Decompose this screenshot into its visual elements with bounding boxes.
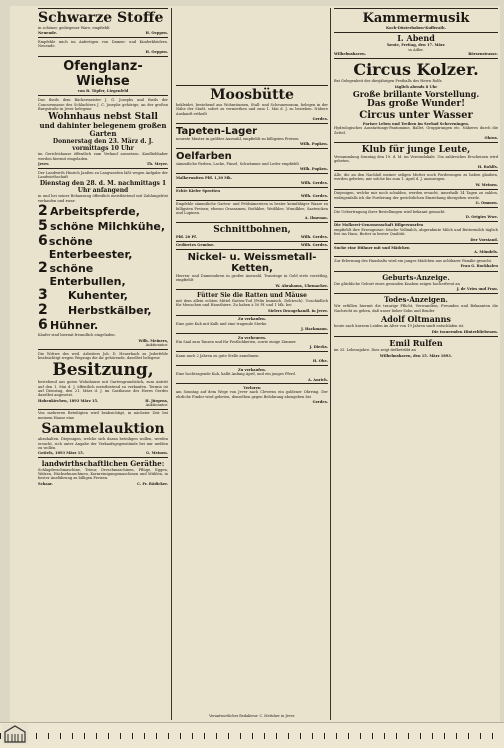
column-divider (330, 8, 331, 720)
ad-saal-heading: Zu verheuern. (237, 335, 267, 340)
list-item: 2 schöne Enterbullen, (38, 260, 126, 289)
ad-todes-text-2: heute nach kurzem Leiden im Alter von 19 Jahren sanft entschlafen ist. (334, 324, 465, 329)
ad-schnittbohnen-signature: Pfd. 20 Pf. Wilh. Gerdes. (176, 234, 328, 239)
ad-janssen-text: in und bei seiner Behausung öffentlich meistbietend mit Zahlungsfrist verkaufen und zwar: (38, 194, 168, 203)
ad-schwarze-stoffe-text: in schöner, gediegener Ware, empfiehlt (38, 26, 110, 30)
ad-schnittbohnen-heading: Schnittbohnen, (213, 224, 291, 235)
ad-kammermusik-date: heute, Freitag, den 17. März (387, 43, 445, 48)
ad-pferd-text: Eine hochtragende Kuh, kalbt Anfang April, und ein junges Pferd. (176, 372, 296, 377)
ad-klub-heading: Klub für junge Leute, (361, 144, 471, 155)
ad-saal-text: Ein Saal zum Tanzen und für Festlichkeiten, sowie einige Zimmer. (176, 339, 297, 344)
ad-geraethe-heading: landwirthschaftlichen Geräthe: (41, 458, 165, 468)
ad-gemuese: Gedörrtes Gemüse. Wilh. Gerdes. (176, 243, 328, 248)
ad-todes-text: Wir erfüllen hiermit die traurige Pflicht, Verwandten, Freunden und Bekannten die Nachricht zu geben, daß unser lieber Sohn und Bruder (334, 304, 498, 313)
ad-todes-signature: Die trauernden Hinterbliebenen. (431, 329, 498, 334)
column-1 (38, 6, 168, 720)
ad-sammelauktion-intro: Von mehreren Beteiligten wird beabsichtigt, in nächster Zeit bei meinem Hause eine (38, 411, 168, 420)
editor-footer: Verantwortlicher Redakteur: C. Mettcker in Jever. (209, 714, 295, 718)
ad-todes-name: Adolf Oltmanns (381, 314, 451, 325)
ad-sammelauktion-signature: Gottels, 1893 März 15. G. Meinen. (38, 451, 168, 456)
ad-wohnhaus-date: Donnerstag den 23. März d. J. vormittags 10 Uhr (52, 138, 154, 153)
ad-schwarze-stoffe-heading: Schwarze Stoffe (38, 10, 164, 26)
ad-janssen-intro: Der Landwirth Hinrich Janßen zu Langwarden läßt wegen Aufgabe der Landwirthschaft (38, 170, 168, 179)
ad-ofenglanz-heading: Ofenglanz-Wiehse (63, 59, 143, 90)
ad-circus-signature: Ohrns. (484, 136, 498, 141)
ad-pferd-signature: A. Anrich. (307, 377, 328, 382)
ad-circus-title-2: Das große Wunder! (366, 99, 466, 110)
ad-ketten-text: Herren- und Damenuhren in großer Auswahl, Trauringe in Gold stets vorräthig, empfiehlt (176, 273, 328, 283)
ad-verloren-signature: Gerdes. (312, 400, 328, 405)
list-item: 6 Hühner. (38, 317, 99, 334)
ad-suche-heading: Suche eine Hühner mit und Mädchen (334, 246, 410, 251)
ad-geburt-text: Die glückliche Geburt eines gesunden Knaben zeigen hocherfreut an (334, 281, 460, 286)
ad-saemereien-signature: A. Ilmenan. (304, 216, 328, 221)
ad-schulden-signature: G. Ommen. (475, 201, 498, 206)
ad-verloren-heading: Verloren (243, 386, 261, 391)
ad-geraethe-text: Schlagdreschmaschine, Trieur, Dreschmaschinen, Pflüge, Eggen, Walzen, Häckselmaschinen, Kornreinigungsmaschinen und Mühlen, in bester Ausführung zu billigen Preisen. (38, 467, 168, 481)
ad-janssen-footer: Käufer sind hiermit freundlich eingeladen. (38, 333, 116, 338)
ad-verloren-text: am Sonntag auf dem Wege von Jever nach Cleverns ein goldener Ohrring. Der ehrliche Finder wird gebeten, denselben gegen Belohnung abzugeben bei (176, 390, 328, 399)
ad-oelfarben-heading: Oelfarben (176, 150, 232, 162)
ad-janssen-signature: Wilh. Meiners, (138, 338, 168, 343)
livestock-list (38, 204, 168, 333)
ad-kuh-heading: Zu verkaufen. (238, 317, 266, 322)
ad-circus-time: täglich abends 8 Uhr (394, 84, 438, 89)
ad-geraethe-signature: Schaar. C. Fr. Rädicker. (38, 481, 168, 486)
ad-kuh-text: Eine gute Kuh mit Kalb und eine tragende Sterke. (176, 321, 268, 326)
ad-sprotten-heading: Echte Kieler Sprotten (176, 189, 220, 194)
ad-tapeten-signature: Wilh. Popken. (300, 142, 328, 147)
ad-molkerei-heading: Die Molkerei-Genossenschaft Hilgerswarfen (334, 223, 424, 228)
ad-rulfen-name: Emil Rulfen (389, 338, 443, 349)
ad-klub-signature: H. Rohlfs. (477, 164, 498, 169)
ad-klub-text: Versammlung Sonntag den 19. d. M. im Vereinslokale. Um zahlreiches Erscheinen wird gebeten. (334, 154, 498, 164)
ad-kammermusik-sub: Koch-Düsterhoben-Kufferath. (386, 26, 446, 30)
ad-molkerei-text: empfiehlt ihre Erzeugnisse: frische Vollmilch, abgerahmte Milch und Buttermilch täglich frei ins Haus, Butter in bester Qualität. (334, 227, 498, 237)
ad-circus-sub: Bei Gelegenheit des diesjährigen Festballs des Herrn Rolfs (334, 79, 442, 84)
ad-besitzung-signature: Hohenkirchen, 1893 März 15. H. Jürgens, (38, 398, 168, 403)
ad-wohnhaus-title-2: und dahinter belegenem großen Garten (39, 121, 167, 139)
ad-moosbuette-text: bekleidet, bestehend aus Wohnräumen, Stall- und Scheunenraum, belegen in der Nähe der Stadt, sofort zu vermiethen und zum 1. Mai d. J. zu beziehen. Nähere Auskunft ertheilt (176, 103, 328, 116)
newspaper-page (10, 6, 500, 722)
ad-haushalt-text: Zur Erlernung des Haushalts wird ein junges Mädchen aus achtbarer Familie gesucht. (334, 258, 493, 263)
ad-saemereien-text: Empfehle sämmtliche Garten- und Feldsämereien in bester keimfähiger Waare zu billigsten Preisen; ebenso Grassamen, Rothklee, Weißklee, Wundklee, Saatwicken und Lupinen. (176, 202, 328, 215)
ad-besitzung-text: bestehend aus guten Wohnhause mit Gartengrundstück, zum Antritt auf den 1. Mai d. J. öffentlich meistbietend zu verkaufen. Termin ist auf Dienstag, den 21. März d. J. im Gasthause des Herrn Gerdes daselbst angesetzt. (38, 380, 168, 398)
list-item: 2 Herbstkälber, (38, 302, 152, 319)
ad-ratten-signature: Sielers Droogehandl. in Jever. (267, 308, 328, 313)
ad-oelfarben-text: sämmtliche Farben, Lacke, Pinsel, Schwämme und Leder empfiehlt (176, 161, 299, 166)
ad-tapeten-text: neueste Muster in größter Auswahl, empfiehlt zu billigsten Preisen (176, 136, 299, 141)
ad-ratten-heading: Fütter Sie die Ratten und Mäuse (197, 292, 307, 300)
ad-circus-title: Große brillante Vorstellung. (352, 89, 480, 100)
ad-stelle-text: Kann nach 2 Jahren zu gute Stelle annehmen. (176, 353, 260, 358)
ad-moosbuette-heading: Moosbütte (210, 87, 294, 103)
list-item: 5 schöne Milchkühe, (38, 218, 166, 235)
list-item: 3 Kuhenter, (38, 287, 128, 304)
ad-sammelauktion-text: abzuhalten. Diejenigen, welche sich daran beteiligen wollen, werden ersucht, sich unter Angabe der Verkaufsgegenstände bei mir melden zu wollen. (38, 437, 168, 450)
ad-nachlass-signature: W. Meinen. (475, 182, 498, 187)
library-logo-icon (2, 724, 28, 744)
ad-janssen-signature-title: Auktionator. (145, 343, 168, 348)
ad-nachlass-text: Alle, die an den Nachlaß meiner seligen Mutter noch Forderungen zu haben glauben, werden gebeten, mir solche bis zum 1. April d. J. anzuzeigen. (334, 172, 498, 182)
ad-schulden-text: Diejenigen, welche mir noch schulden, werden ersucht, innerhalb 14 Tagen zu zahlen, widrigenfalls ich die Forderung der gerichtlichen Einziehung übergeben werde. (334, 191, 498, 200)
ad-ofenglanz-maker: von B. Töpfer, Liegenfeld (77, 89, 129, 94)
ad-molkerei-signature: Der Vorstand. (470, 237, 498, 242)
ad-wohnhaus-intro: Das theils dem Bäckermeister J. G. Josephs und theils der Concursmasse des Schlachters J. C. Josephs gehörige, an der großen Burgstraße in Jever belegene (38, 98, 168, 111)
ad-kammermusik-footer: Wilhelmshaven. Börsenstrasse. (334, 52, 498, 57)
ad-geburt-heading: Geburts-Anzeige. (382, 272, 450, 282)
ad-schwarze-stoffe-signature: Neuende. H. Oeppen. (38, 31, 168, 36)
ad-rulfen-signature: Wilhelmshaven, den 15. März 1893. (379, 353, 453, 358)
ad-circus-sub-2: Pariser Leben und Treiben im Seebad Scheveningen. (362, 122, 470, 127)
ad-moosbuette-signature: Gerdes. (312, 117, 328, 122)
ad-uebertragung-signature: D. Ortgies Wwe. (465, 215, 498, 219)
ad-kuh-signature: J. Hackmann. (301, 327, 328, 332)
ad-kammermusik-place: in Adler. (408, 47, 424, 52)
ad-janssen-date: Dienstag den 28. d. M. nachmittags 1 Uhr anfangend (39, 180, 167, 195)
column-divider (171, 8, 172, 720)
column-3 (334, 6, 498, 720)
ad-oeppen-text: Empfehle mich im Anfertigen von Damen- und Kinderkleidern. Neuende. (38, 39, 168, 49)
ad-sammelauktion-title: Sammelauktion (41, 421, 165, 438)
list-item: 2 Arbeitspferde, (38, 203, 140, 220)
ad-oeppen-signature: H. Oeppen. (145, 49, 168, 54)
ad-kammermusik-heading: Kammermusik (362, 11, 470, 26)
scan-ruler (0, 733, 504, 739)
ad-malker-signature: Wilh. Gerdes. (300, 180, 328, 185)
ad-uebertragung-text: Die Uebertragung ihrer Bestellungen wird bekannt gemacht. (334, 209, 446, 214)
ad-circus-text: Hydrologisches Ausstattungs-Pantomime, Ballet, Gruppirungen etc. Näheres durch die Zettel. (334, 126, 498, 135)
ad-stelle-signature: H. Ohe. (312, 359, 328, 364)
ad-besitzung-title: Besitzung, (52, 360, 154, 381)
ad-circus-title-3: Circus unter Wasser (359, 110, 473, 122)
ad-ketten-signature: W. Abrahams, Uhrmacher. (275, 283, 328, 288)
ad-circus-heading: Circus Kolzer. (353, 60, 479, 80)
ad-ketten-heading: Nickel- u. Weissmetall-Ketten, (187, 251, 317, 274)
ad-geburt-signature: J. de Vries und Frau. (456, 287, 498, 292)
ad-tapeten-heading: Tapeten-Lager (176, 125, 258, 137)
ad-pferd-heading: Zu verkaufen. (238, 367, 266, 372)
ad-wohnhaus-signature: Jever. Th. Meyer. (38, 162, 168, 167)
list-item: 6 schöne Enterbeester, (38, 233, 133, 262)
ad-wohnhaus-title: Wohnhaus nebst Stall (48, 112, 158, 123)
ad-saal-signature: J. Dierks. (309, 345, 328, 350)
ad-oelfarben-signature: Wilh. Popken. (300, 167, 328, 172)
ad-ratten-text: mit dem allein echten Mittel Ratten-Tod (Felix Immisch, Delitzsch). Unschädlich für Menschen und Hausthiere. Zu haben à 50 Pf. und 1 Mk. bei (176, 299, 328, 308)
ad-besitzung-signature-title: Auktionator. (145, 402, 168, 407)
ad-wohnhaus-text: im Gerichtshause öffentlich zum Verkauf aussetzen. Kaufliebhaber werden hiermit eingeladen. (38, 152, 168, 161)
ad-suche-signature: A. Mündels. (474, 250, 498, 255)
ad-malker-text: Malkerwaiten Pfd. 1,30 Mk. (176, 175, 232, 180)
ad-todes-heading: Todes-Anzeigen. (384, 295, 448, 305)
ad-besitzung-intro: Die Wittwe des weil. Arbeiters Joh. D. Heuerbach zu Jederfelde beabsichtigt wegen Wegzugs die ihr gehörende, daselbst belegene (38, 351, 168, 360)
column-2 (176, 6, 328, 720)
ad-sprotten-signature: Wilh. Gerdes. (300, 193, 328, 198)
ad-rulfen-text: im 33. Lebensjahre. Dies zeigt tiefbetrübt an (334, 348, 416, 353)
ad-kammermusik-title: I. Abend (397, 33, 435, 44)
ad-haushalt-signature: Frau G. Bockhalen (460, 264, 498, 269)
